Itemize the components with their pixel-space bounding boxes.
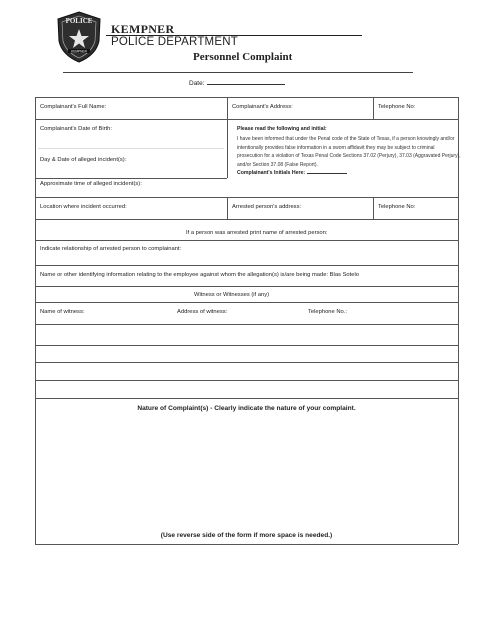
arrested-address-label: Arrested person's address: — [232, 204, 302, 210]
form-title: Personnel Complaint — [193, 51, 293, 63]
dob-label: Complainant's Date of Birth: — [40, 126, 112, 132]
date-input-line[interactable] — [207, 84, 285, 85]
location-label: Location where incident occurred: — [40, 204, 127, 210]
relationship-label: Indicate relationship of arrested person to complainant: — [40, 246, 182, 252]
svg-text:POLICE: POLICE — [65, 17, 93, 25]
arrested-name-label: If a person was arrested print name of arrested person: — [186, 230, 328, 236]
notice-title: Please read the following and initial: — [237, 126, 327, 132]
initials-label: Complainant's Initials Here: — [237, 170, 347, 176]
complaint-text-area[interactable] — [38, 416, 455, 526]
notice-text: I have been informed that under the Penal code of the State of Texas, if a person knowingly and/or intentionally provides false information in a sworn affidavit they may be subject to criminal prosecution for a violation of Texas Penal Code Sections 37.02 (Perjury), 37.03 (Aggravated Perjury), and/or Section 37.08 (False Report). — [237, 136, 461, 168]
witness-header: Witness or Witnesses (if any) — [194, 292, 270, 298]
date-label: Date: — [189, 80, 205, 87]
date-field[interactable] — [189, 80, 285, 87]
svg-text:KEMPNER: KEMPNER — [71, 49, 87, 54]
department-name: POLICE DEPARTMENT — [111, 36, 238, 48]
nature-header: Nature of Complaint(s) - Clearly indicate the nature of your complaint. — [137, 405, 356, 412]
reverse-note: (Use reverse side of the form if more space is needed.) — [160, 532, 333, 539]
police-badge-logo — [56, 11, 102, 63]
witness-name-label: Name of witness: — [40, 309, 85, 315]
employee-info-label: Name or other identifying information relating to the employee against whom the allegation(s) is/are being made: Blas Sotelo — [40, 272, 360, 278]
address-label: Complainant's Address: — [232, 104, 293, 110]
incident-date-label: Day & Date of alleged incident(s): — [40, 157, 127, 163]
approx-time-label: Approximate time of alleged incident(s): — [40, 181, 142, 187]
witness-phone-label: Telephone No.: — [308, 309, 347, 315]
city-name: KEMPNER — [111, 22, 175, 36]
divider — [63, 72, 413, 73]
telephone-label: Telephone No: — [378, 104, 416, 110]
full-name-label: Complainant's Full Name: — [40, 104, 107, 110]
witness-address-label: Address of witness: — [177, 309, 228, 315]
telephone2-label: Telephone No: — [378, 204, 416, 210]
initials-input-line[interactable] — [307, 173, 347, 174]
